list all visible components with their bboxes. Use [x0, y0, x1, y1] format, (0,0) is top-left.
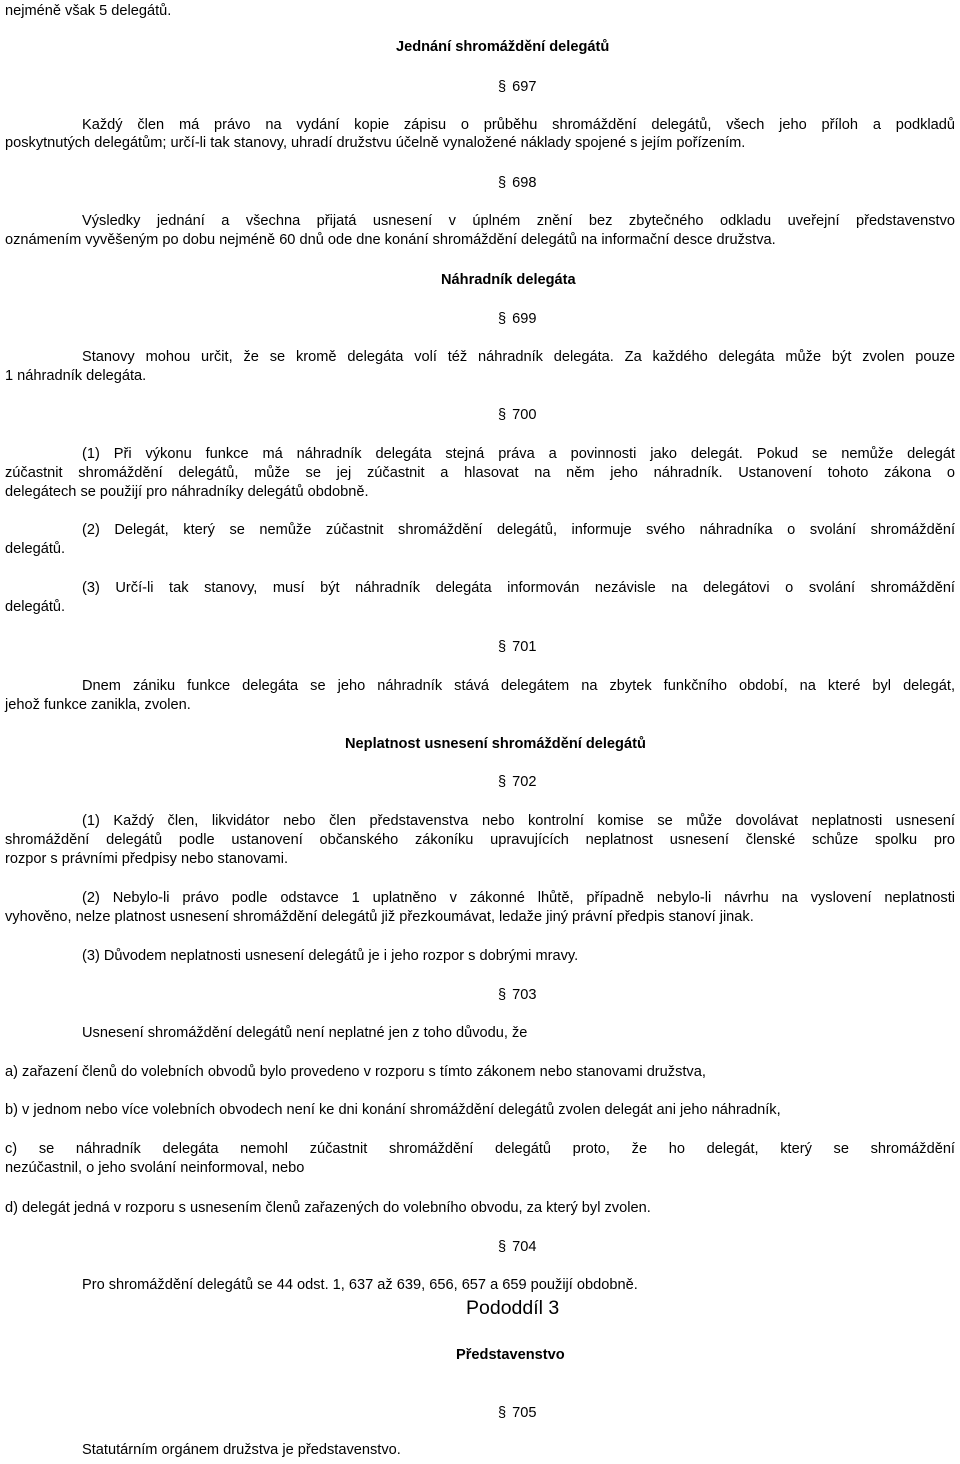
paragraph-line: Statutárním orgánem družstva je představenstvo.: [82, 1442, 401, 1458]
paragraph-sign: §: [498, 1405, 507, 1421]
paragraph-line: (2) Nebylo-li právo podle odstavce 1 uplatněno v zákonné lhůtě, případně nebylo-li návrhu na vyslovení neplatnosti: [82, 890, 955, 906]
paragraph-line: Pro shromáždění delegátů se 44 odst. 1, 637 až 639, 656, 657 a 659 použijí obdobně.: [82, 1277, 638, 1293]
section-number-value: 701: [512, 639, 537, 655]
paragraph-line: jehož funkce zanikla, zvolen.: [5, 697, 191, 713]
section-number-value: 703: [512, 987, 537, 1003]
paragraph-line: delegátů.: [5, 599, 66, 615]
section-number-value: 700: [512, 407, 537, 423]
section-heading: Představenstvo: [456, 1347, 565, 1363]
section-heading: Náhradník delegáta: [441, 272, 576, 288]
paragraph-line: delegátech se použijí pro náhradníky delegátů obdobně.: [5, 484, 369, 500]
paragraph-line: (1) Každý člen, likvidátor nebo člen představenstva nebo kontrolní komise se může dovolávat neplatnosti usnesení: [82, 813, 955, 829]
paragraph-line: Výsledky jednání a všechna přijatá usnesení v úplném znění bez zbytečného odkladu uveřejní představenstvo: [82, 213, 955, 229]
section-number: [498, 1404, 536, 1422]
paragraph-line: oznámením vyvěšeným po dobu nejméně 60 dnů ode dne konání shromáždění delegátů na informační desce družstva.: [5, 232, 776, 248]
section-number: [498, 78, 536, 96]
paragraph-line: Stanovy mohou určit, že se kromě delegáta volí též náhradník delegáta. Za každého delegáta může být zvolen pouze: [82, 349, 955, 365]
paragraph-line: Usnesení shromáždění delegátů není neplatné jen z toho důvodu, že: [82, 1025, 528, 1041]
paragraph-line: Každý člen má právo na vydání kopie zápisu o průběhu shromáždění delegátů, všech jeho příloh a podkladů: [82, 117, 955, 133]
paragraph-sign: §: [498, 79, 507, 95]
list-item-continuation: nezúčastnil, o jeho svolání neinformoval, nebo: [5, 1160, 305, 1176]
section-number-value: 699: [512, 311, 537, 327]
list-item: c) se náhradník delegáta nemohl zúčastnit shromáždění delegátů proto, že ho delegát, který se shromáždění: [5, 1141, 955, 1157]
paragraph-sign: §: [498, 311, 507, 327]
paragraph-line: 1 náhradník delegáta.: [5, 368, 147, 384]
section-number: [498, 986, 536, 1004]
paragraph-line: delegátů.: [5, 541, 66, 557]
paragraph-line: (2) Delegát, který se nemůže zúčastnit shromáždění delegátů, informuje svého náhradníka o svolání shromáždění: [82, 522, 955, 538]
paragraph-line: zúčastnit shromáždění delegátů, může se jej zúčastnit a hlasovat na něm jeho náhradník. Ustanovení tohoto zákona o: [5, 465, 955, 481]
subsection-title: Pododdíl 3: [466, 1297, 560, 1319]
section-number: [498, 406, 536, 424]
paragraph-sign: §: [498, 639, 507, 655]
section-number-value: 704: [512, 1239, 537, 1255]
paragraph-sign: §: [498, 407, 507, 423]
paragraph-sign: §: [498, 175, 507, 191]
paragraph-sign: §: [498, 774, 507, 790]
paragraph-line: nejméně však 5 delegátů.: [5, 3, 172, 19]
section-heading: Neplatnost usnesení shromáždění delegátů: [345, 736, 646, 752]
paragraph-line: shromáždění delegátů podle ustanovení občanského zákoníku upravujících neplatnost usnesení členské schůze spolku pro: [5, 832, 955, 848]
section-number: [498, 310, 536, 328]
paragraph-line: (3) Důvodem neplatnosti usnesení delegátů je i jeho rozpor s dobrými mravy.: [82, 948, 579, 964]
section-number: [498, 638, 536, 656]
section-number-value: 697: [512, 79, 537, 95]
paragraph-sign: §: [498, 1239, 507, 1255]
section-number-value: 702: [512, 774, 537, 790]
paragraph-line: (3) Určí-li tak stanovy, musí být náhradník delegáta informován nezávisle na delegátovi o svolání shromáždění: [82, 580, 955, 596]
section-number: [498, 1238, 536, 1256]
paragraph-sign: §: [498, 987, 507, 1003]
section-number: [498, 773, 536, 791]
paragraph-line: Dnem zániku funkce delegáta se jeho náhradník stává delegátem na zbytek funkčního období, na které byl delegát,: [82, 678, 955, 694]
paragraph-line: vyhověno, nelze platnost usnesení shromáždění delegátů již přezkoumávat, ledaže jiný právní předpis stanoví jinak.: [5, 909, 754, 925]
list-item: d) delegát jedná v rozporu s usnesením členů zařazených do volebního obvodu, za který byl zvolen.: [5, 1200, 651, 1216]
paragraph-line: rozpor s právními předpisy nebo stanovami.: [5, 851, 289, 867]
section-number-value: 705: [512, 1405, 537, 1421]
paragraph-line: poskytnutých delegátům; určí-li tak stanovy, uhradí družstvu účelně vynaložené náklady spojené s jejím pořízením.: [5, 135, 746, 151]
list-item: b) v jednom nebo více volebních obvodech není ke dni konání shromáždění delegátů zvolen delegát ani jeho náhradník,: [5, 1102, 781, 1118]
section-number-value: 698: [512, 175, 537, 191]
section-heading: Jednání shromáždění delegátů: [396, 39, 610, 55]
paragraph-line: (1) Při výkonu funkce má náhradník delegáta stejná práva a povinnosti jako delegát. Pokud se nemůže delegát: [82, 446, 955, 462]
list-item: a) zařazení členů do volebních obvodů bylo provedeno v rozporu s tímto zákonem nebo stanovami družstva,: [5, 1064, 706, 1080]
section-number: [498, 174, 536, 192]
